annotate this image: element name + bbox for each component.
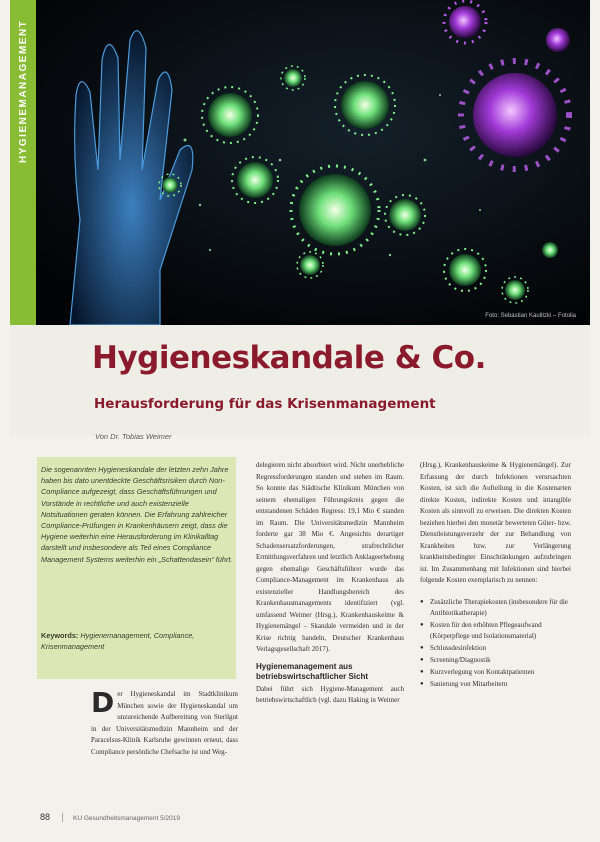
section-heading: Hygienemanagement aus betriebswirtschaftlicher Sicht [256, 661, 369, 681]
abstract-text: Die sogenannten Hygieneskandale der letzten zehn Jahre haben bis dato unentdeckte Geschäftsrisiken durch Non-Compliance aufgezeigt, dass Geschäftsführungen und Vorstände in rechtliche und auch existenzielle Notsituationen geraten können. Die Erfahrung zahlreicher Compliance-Prüfungen in Krankenhäusern zeigt, dass die Hygiene weiterhin eine Herausforderung im Klinikalltag darstellt und insbesondere als Teil eines Compliance Management Systems weiterhin ein „Schattendasein“ führt. [41, 465, 233, 564]
list-item: ● Schlussdesinfektion [420, 643, 571, 654]
image-credit: Foto: Sebastian Kaulitzki – Fotolia [485, 313, 576, 319]
column-1-text: er Hygieneskandal im Stadtklinikum München sowie der Hygieneskandal um unzureichende Aufbereitung von Sterilgut in der Universitätsmedizin Mannheim und der Paracelsus-Klinik Karlsruhe gewinnen erneut, dass Compliance persönliche Chefsache ist und Weg- [91, 690, 238, 756]
footer-divider [62, 813, 63, 822]
column-2-text: delegieren nicht absorbiert wird. Nicht unerhebliche Regressforderungen standen und stehen im Raum. So konnte das Städtische Klinikum München von seinem ehemaligen Führungskreis gegen die entstandenen Schäden Regress: 19,1 Mio € standen im Raum. Die Universitätsmedizin Mannheim forderte gar 38 Mio €. Angesichts derartiger Schadensersatzforderungen, strafrechtlicher Ermittlungsverfahren und letztlich Anklageerhebung gegen ehemalige Geschäftsführer wurde das Compliance-Management im Krankenhaus als existenzieller Handlungsbereich des Krankenhausmanagements identifiziert (vgl. umfassend Weimer (Hrsg.), Krankenhauskeime & Hygienemängel – Skandale vermeiden und in der Krise richtig handeln, Deutscher Krankenhaus Verlagsgesellschaft 2017). [256, 461, 404, 653]
text-column-2 [256, 460, 404, 707]
drop-cap: D [91, 686, 115, 719]
page-footer [40, 812, 180, 822]
keywords-list: Hygienemanagement, Compliance, Krisenmanagement [41, 631, 195, 652]
column-2-text-continued: Dabei führt sich Hygiene-Management auch betriebswirtschaftlich (vgl. dazu Haking in Weimer [256, 684, 404, 704]
list-item: ● Kurzverlegung von Kontaktpatienten [420, 667, 571, 678]
article-title: Hygieneskandale & Co. [92, 340, 486, 376]
keywords-label: Keywords: [41, 631, 79, 640]
section-tab-label: HYGIENEMANAGEMENT [17, 20, 29, 164]
list-item: ● Kosten für den erhöhten Pflegeaufwand (Körperpflege und Isolationsmaterial) [420, 620, 571, 642]
keywords [41, 630, 233, 652]
list-item: ● Zusätzliche Therapiekosten (insbesondere für die Antibiotikatherapie) [420, 597, 571, 619]
section-tab [10, 0, 36, 325]
text-column-1 [91, 686, 238, 758]
hero-virus-image [10, 0, 590, 325]
column-3-text: (Hrsg.), Krankenhauskeime & Hygienemängel). Zur Erfassung der durch Infektionen verursachten Kosten, ist sich die Aufteilung in die Kostenarten direkte Kosten, indirekte Kosten und intangible Kosten als sinnvoll zu erweisen. Die direkten Kosten beziehen hierbei den monetär bewerteten Güter- bzw. Dienstleistungsverzehr der zur Behandlung von Krankheiten bzw. zur Verlängerung krankheitsbedingter Einschränkungen aufzubringen ist. Im Zusammenhang mit Infektionen sind hierbei folgende Kosten exemplarisch zu nennen: [420, 461, 571, 584]
article-subtitle: Herausforderung für das Krisenmanagement [94, 396, 436, 412]
author-line: Von Dr. Tobias Weimer [95, 432, 172, 441]
page-number: 88 [40, 812, 51, 822]
cost-bullet-list [420, 597, 571, 690]
text-column-3 [420, 460, 571, 691]
list-item: ● Sanierung von Mitarbeitern [420, 679, 571, 690]
list-item: ● Screening/Diagnostik [420, 655, 571, 666]
journal-name: KU Gesundheitsmanagement 5/2019 [73, 815, 180, 822]
